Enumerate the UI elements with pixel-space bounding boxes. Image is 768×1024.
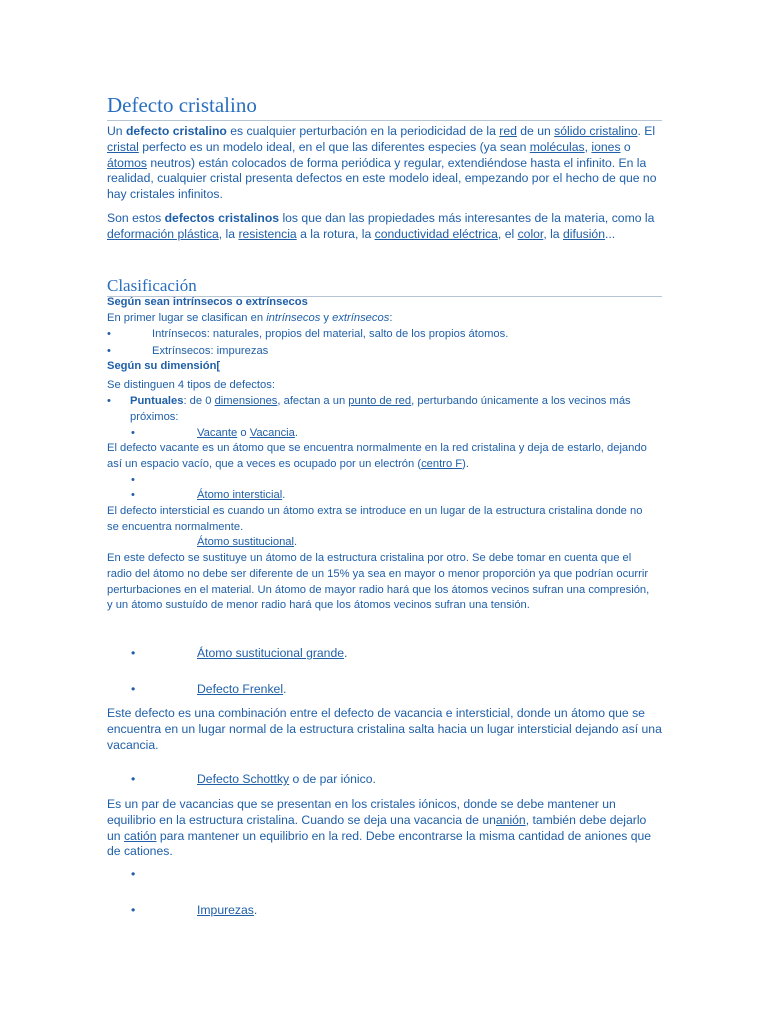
text-run: . [282, 489, 286, 501]
text-run: En primer lugar se clasifican en [107, 312, 267, 324]
paragraph-text [107, 311, 637, 327]
list-item-text [197, 682, 657, 698]
list-item-text: Intrínsecos: naturales, propios del material, salto de los propios átomos. [152, 328, 509, 340]
inline-link[interactable]: anión [495, 812, 526, 827]
inline-link[interactable]: conductividad eléctrica [374, 226, 498, 241]
text-run: Son estos [107, 211, 165, 225]
text-run: , la [218, 226, 239, 241]
text-run: perfecto es un modelo ideal, en el que las diferentes especies (ya sean [138, 139, 530, 154]
inline-link[interactable]: catión [123, 828, 157, 843]
text-run: , la [543, 226, 563, 241]
bullet: • [131, 903, 136, 917]
bullet: • [107, 345, 111, 357]
inline-link[interactable]: Impurezas [197, 903, 254, 917]
text-run: Es un par de vacancias que se presentan en los cristales iónicos, donde se debe mantener un equilibrio en la estructura cristalina. Cuando se deja una vacancia de un [107, 797, 616, 827]
intro-paragraph-1 [107, 124, 662, 203]
text-run: . [344, 646, 348, 660]
text-run: . El [637, 124, 656, 138]
inline-link[interactable]: Defecto Schottky [197, 772, 290, 786]
text-run: El defecto vacante es un átomo que se encuentra normalmente en la red cristalina y deja de estarlo, dejando así un espacio vacío, que a veces es ocupado por un electrón ( [107, 442, 647, 470]
list-item-text [197, 488, 707, 504]
text-run: para mantener un equilibrio en la red. Debe encontrarse la misma cantidad de aniones que de cationes. [107, 828, 652, 859]
page-title: Defecto cristalino [107, 92, 662, 121]
italic-text: extrínsecos [332, 312, 390, 324]
inline-link[interactable]: color [517, 226, 544, 241]
text-run: : de 0 [183, 395, 215, 407]
inline-link[interactable]: dimensiones [214, 395, 278, 407]
section-heading-clasificacion: Clasificación [107, 275, 662, 297]
paragraph-text: En este defecto se sustituye un átomo de la estructura cristalina por otro. Se debe tomar en cuenta que el radio del átomo no debe ser diferente de un 15% ya sea en mayor o menor proporción ya que podrían ocurrir perturbaciones en el material. Un átomo de mayor radio hará que los átomos vecinos sufran una compresión, y un átomo sustuído de menor radio hará que los átomos vecinos sufran una tensión. [107, 552, 650, 612]
inline-link[interactable]: Vacancia [249, 427, 295, 439]
paragraph-text: Se distinguen 4 tipos de defectos: [107, 379, 275, 391]
inline-link[interactable]: centro F [421, 457, 463, 470]
subheading-intrinsecos-extrinsecos: Según sean intrínsecos o extrínsecos [107, 296, 308, 308]
bold-text: defectos cristalinos [164, 211, 280, 225]
text-run: y [320, 312, 333, 324]
inline-link[interactable]: Vacante [197, 427, 238, 439]
text-run: Un [107, 124, 126, 138]
list-item-text [197, 772, 657, 788]
list-item-text [197, 646, 657, 662]
list-item-text [197, 535, 707, 551]
inline-link[interactable]: iones [591, 139, 621, 154]
paragraph-text: El defecto intersticial es cuando un átomo extra se introduce en un lugar de la estructura cristalina donde no se encuentra normalmente. [107, 505, 643, 533]
inline-link[interactable]: punto de red [348, 395, 412, 407]
inline-link[interactable]: Defecto Frenkel [197, 682, 284, 696]
text-run: . [253, 903, 258, 917]
text-run: . [283, 682, 287, 696]
inline-link[interactable]: Átomo intersticial [197, 489, 283, 501]
text-run: ... [605, 226, 616, 241]
inline-link[interactable]: difusión [562, 226, 605, 241]
schottky-description [107, 797, 662, 860]
inline-link[interactable]: Átomo sustitucional grande [197, 646, 345, 660]
italic-text: intrínsecos [266, 312, 321, 324]
inline-link[interactable]: deformación plástica [107, 226, 219, 241]
text-run: , [584, 139, 592, 154]
list-item-text [197, 903, 657, 919]
bullet: • [131, 682, 136, 696]
text-run: ). [462, 457, 469, 470]
inline-link[interactable]: red [499, 124, 517, 138]
list-item-text [197, 426, 707, 442]
inline-link[interactable]: átomos [107, 155, 147, 170]
bullet: • [131, 772, 136, 786]
subheading-dimension: Según su dimensión[ [107, 360, 221, 372]
text-run: . [294, 427, 298, 439]
inline-link[interactable]: sólido cristalino [554, 124, 638, 138]
inline-link[interactable]: Átomo sustitucional [197, 536, 295, 548]
text-run: o [620, 139, 631, 154]
bullet: • [107, 328, 111, 340]
bullet: • [131, 427, 135, 439]
text-run: , el [497, 226, 518, 241]
bold-text: defecto cristalino [125, 124, 227, 138]
intro-paragraph-2 [107, 211, 662, 243]
bold-text: Puntuales [130, 395, 184, 407]
inline-link[interactable]: cristal [107, 139, 139, 154]
text-run: , también debe dejarlo un [107, 812, 647, 843]
bullet: • [131, 867, 136, 881]
text-run: , perturbando únicamente a los vecinos más próximos: [130, 395, 631, 423]
text-run: : [389, 312, 393, 324]
list-item-text [130, 394, 660, 426]
inline-link[interactable]: resistencia [238, 226, 297, 241]
list-item-text: Extrínsecos: impurezas [152, 345, 269, 357]
frenkel-description: Este defecto es una combinación entre el defecto de vacancia e intersticial, donde un átomo que se encuentra en un lugar normal de la estructura cristalina salta hacia un lugar intersticial dejando así una vacancia. [107, 706, 662, 752]
text-run: los que dan las propiedades más interesantes de la materia, como la [279, 211, 655, 225]
text-run: , afectan a un [277, 395, 349, 407]
paragraph-text [107, 441, 652, 473]
text-run: . [294, 536, 298, 548]
text-run: de un [516, 124, 555, 138]
text-run: o de par iónico. [289, 772, 376, 786]
bullet: • [131, 474, 135, 486]
bullet: • [131, 646, 136, 660]
bullet: • [107, 395, 111, 407]
bullet: • [131, 489, 135, 501]
inline-link[interactable]: moléculas [529, 139, 585, 154]
text-run: es cualquier perturbación en la periodicidad de la [226, 124, 500, 138]
text-run: a la rotura, la [296, 226, 375, 241]
text-run: o [237, 427, 250, 439]
text-run: neutros) están colocados de forma periódica y regular, extendiéndose hasta el infinito. En la realidad, cualquier cristal presenta defectos en este modelo ideal, empezando por el hecho de que no hay cristales infinitos. [107, 155, 657, 202]
